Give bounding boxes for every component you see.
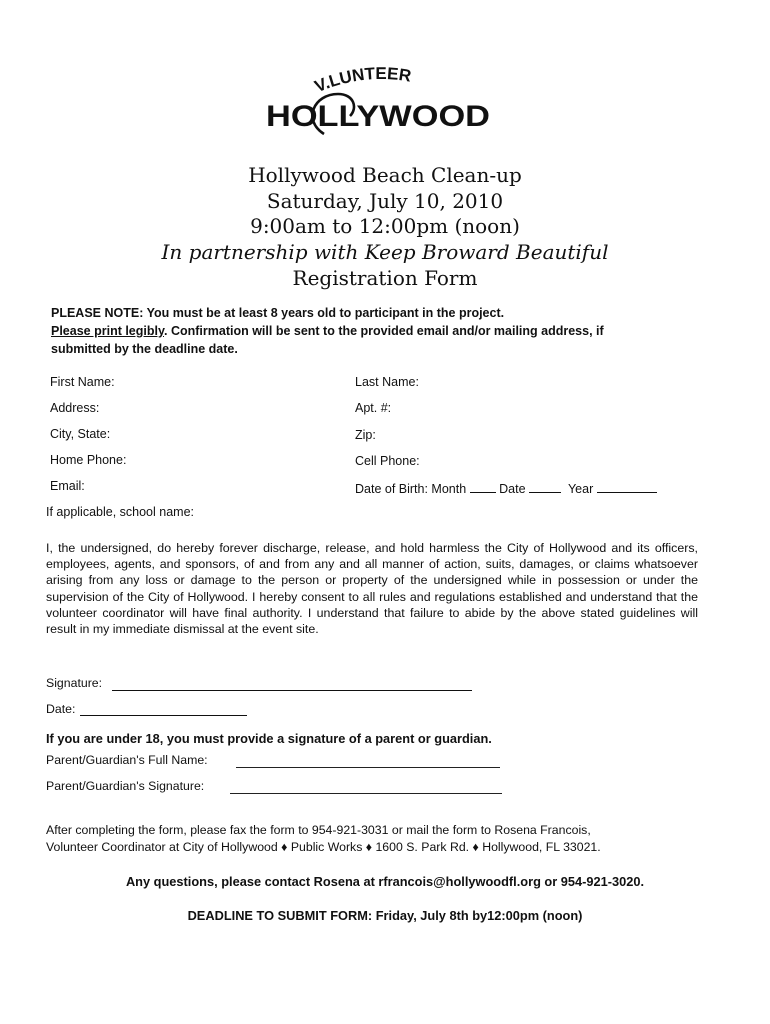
signature-label: Signature: xyxy=(46,676,103,690)
dob-date-blank[interactable] xyxy=(529,480,561,493)
form-name: Registration Form xyxy=(292,266,478,290)
dob-month-label: Date of Birth: Month xyxy=(355,482,467,496)
date-label: Date: xyxy=(46,702,76,716)
date-of-birth-field xyxy=(355,480,657,496)
dob-year-label: Year xyxy=(567,482,594,496)
email-label: Email: xyxy=(50,479,85,493)
dob-date-label: Date xyxy=(499,482,526,496)
print-notice xyxy=(51,324,604,338)
event-time: 9:00am to 12:00pm (noon) xyxy=(250,214,520,238)
partnership-line: In partnership with Keep Broward Beautiful xyxy=(161,240,609,264)
age-notice: PLEASE NOTE: You must be at least 8 years old to participant in the project. xyxy=(51,306,505,320)
minor-signature-notice: If you are under 18, you must provide a signature of a parent or guardian. xyxy=(46,731,492,746)
svg-text:V.LUNTEER: V.LUNTEER xyxy=(311,63,413,97)
release-waiver-text: I, the undersigned, do hereby forever discharge, release, and hold harmless the City of Hollywood and its officers, employees, agents, and sponsors, of and from any and all manner of action, suits, damages, or claims whatsoever arising from any loss or damage to the person or property of the undersigned while in possession or under the supervision of the City of Hollywood. I hereby consent to all rules and regulations established and understand that the volunteer coordinator will have final authority. I understand that failure to abide by the above stated guidelines will result in my immediate dismissal at the event site. xyxy=(46,541,698,637)
deadline-line xyxy=(0,908,770,923)
home-phone-label: Home Phone: xyxy=(50,453,127,467)
deadline-label: DEADLINE TO SUBMIT FORM: xyxy=(187,908,373,923)
confirmation-text: . Confirmation will be sent to the provided email and/or mailing address, if xyxy=(164,324,604,338)
last-name-label: Last Name: xyxy=(355,375,419,389)
address-label: Address: xyxy=(50,401,100,415)
apt-label: Apt. #: xyxy=(355,401,392,415)
guardian-name-label: Parent/Guardian's Full Name: xyxy=(46,753,208,767)
first-name-label: First Name: xyxy=(50,375,115,389)
zip-label: Zip: xyxy=(355,428,376,442)
city-state-label: City, State: xyxy=(50,427,111,441)
contact-line: Any questions, please contact Rosena at rfrancois@hollywoodfl.org or 954-921-3020. xyxy=(125,874,645,889)
cell-phone-label: Cell Phone: xyxy=(355,454,420,468)
date-line[interactable] xyxy=(80,715,247,716)
submission-instructions-line2: Volunteer Coordinator at City of Hollywood ♦ Public Works ♦ 1600 S. Park Rd. ♦ Hollywood, FL 33021. xyxy=(46,840,601,854)
deadline-value: Friday, July 8th by12:00pm (noon) xyxy=(375,908,583,923)
dob-month-blank[interactable] xyxy=(470,480,496,493)
guardian-name-line[interactable] xyxy=(236,767,500,768)
volunteer-hollywood-logo xyxy=(262,60,494,138)
guardian-signature-label: Parent/Guardian's Signature: xyxy=(46,779,205,793)
school-name-label: If applicable, school name: xyxy=(46,505,195,519)
dob-year-blank[interactable] xyxy=(597,480,657,493)
guardian-signature-line[interactable] xyxy=(230,793,502,794)
signature-line[interactable] xyxy=(112,690,472,691)
event-title: Hollywood Beach Clean-up xyxy=(248,163,522,187)
event-date: Saturday, July 10, 2010 xyxy=(266,189,504,213)
svg-text:HOLLYWOOD: HOLLYWOOD xyxy=(266,100,490,133)
print-legibly-text: Please print legibly xyxy=(51,324,165,338)
deadline-notice: submitted by the deadline date. xyxy=(51,342,238,356)
submission-instructions-line1: After completing the form, please fax the form to 954-921-3031 or mail the form to Rosena Francois, xyxy=(46,823,591,837)
